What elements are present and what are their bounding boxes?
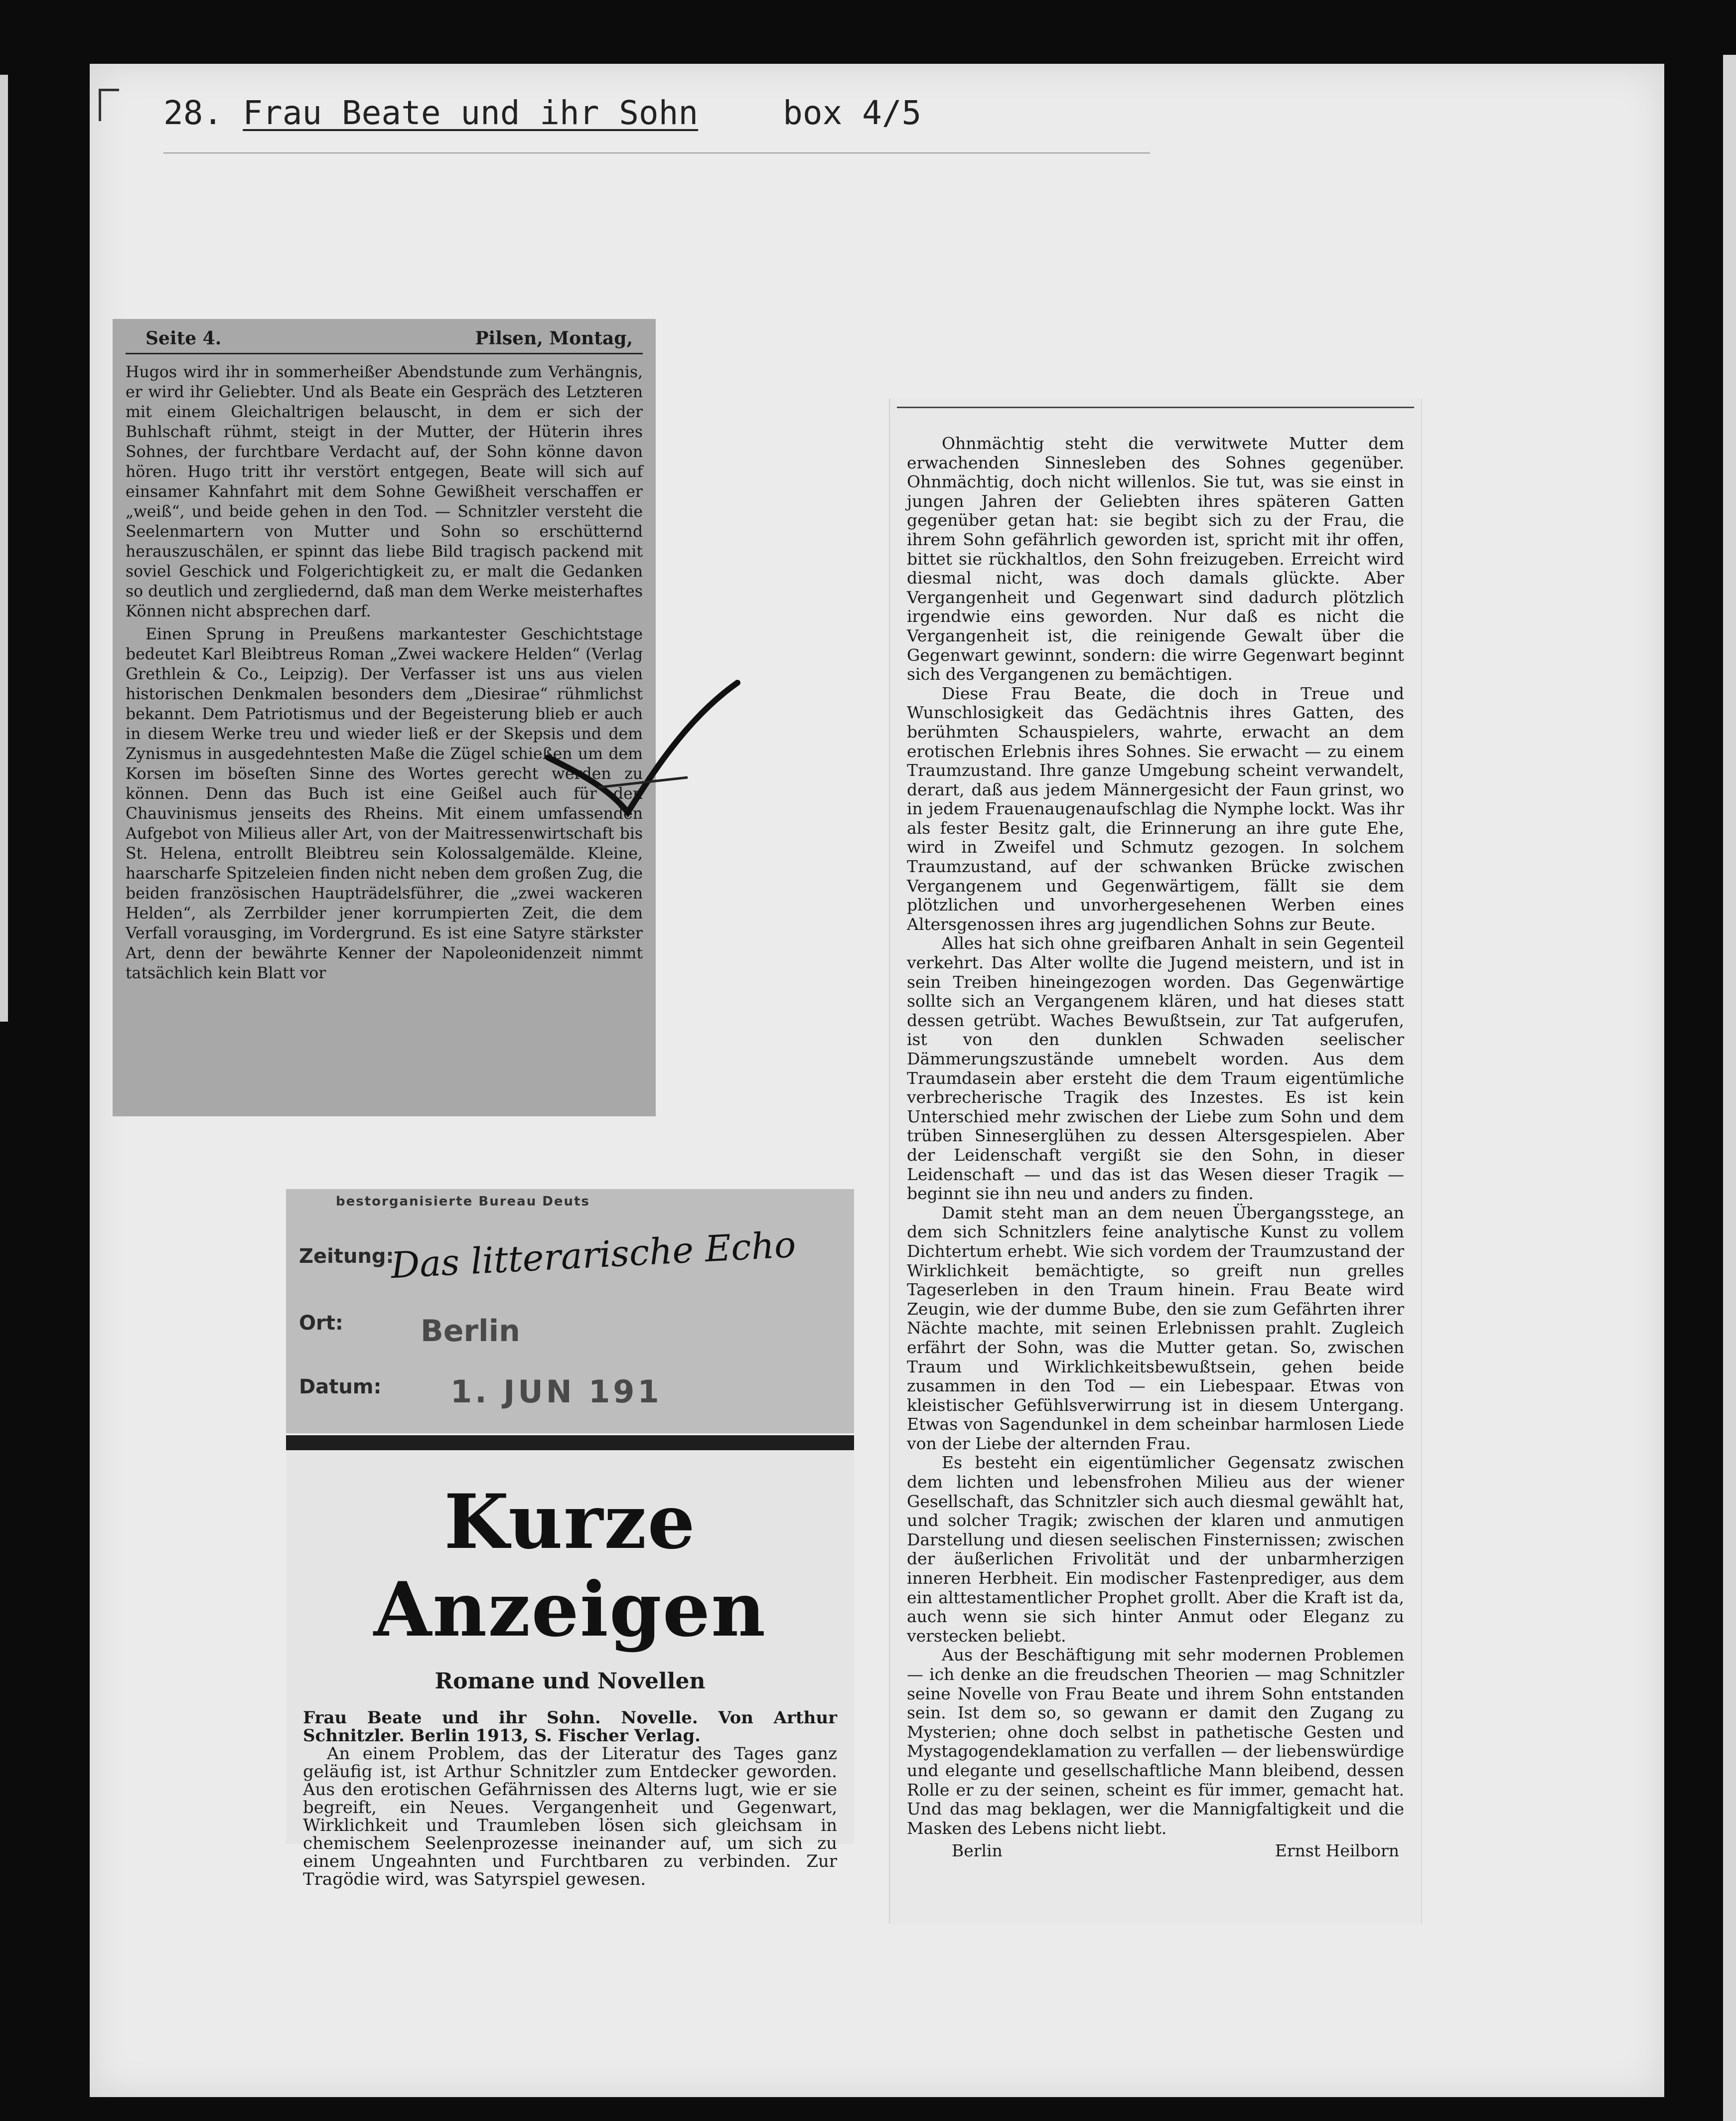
page-right-edge	[1723, 55, 1736, 2121]
paragraph: Diese Frau Beate, die doch in Treue und Wunschlosigkeit das Gedächtnis ihres Gatten, des berühmten Schauspielers, wahrte, erwacht an dem erotischen Erlebnis ihres Sohnes. Sie erwacht — zu einem Traumzustand. Ihre ganze Umgebung scheint verwandelt, derart, daß aus jedem Männergesicht der Faun grinst, wo in jedem Frauenaugenaufschlag die Nymphe lockt. Was ihr als fester Besitz galt, die Erinnerung an ihre gute Ehe, wird in Zweifel und Schmutz gezogen. In solchem Traumzustand, auf der schwanken Brücke zwischen Vergangenem und Gegenwärtigem, fällt sie dem plötzlichen und unvorhergesehenen Werben eines Altersgenossen ihres arg jugendlichen Sohns zur Beute.	[907, 683, 1404, 934]
review-text	[303, 1709, 837, 1888]
review-body	[907, 434, 1404, 1838]
paragraph: Einen Sprung in Preußens markantester Geschichtstage bedeutet Karl Bleibtreus Roman „Zwei wackere Helden“ (Verlag Grethlein & Co., Leipzig). Der Verfasser ist uns aus vielen historischen Denkmalen besonders dem „Diesirae“ rühmlichst bekannt. Dem Patriotismus und der Begeisterung blieb er auch in diesem Werke treu und wieder ließ er der Skepsis und dem Zynismus in ausgedehntesten Maße die Zügel schießen um dem Korsen im böseſten Sinne des Wortes gerecht werden zu können. Denn das Buch ist eine Geißel auch für den Chauvinismus jenseits des Rheins. Mit einem umfassenden Aufgebot von Milieus aller Art, von der Maitressenwirtschaft bis St. Helena, entrollt Bleibtreu sein Kolossalgemälde. Kleine, haarscharfe Spitzeleien finden nicht neben dem großen Zug, die beiden französischen Haupträdelsführer, die „zwei wackeren Helden“, als Zerrbilder jener korrumpierten Zeit, die dem Verfall vorausging, im Vordergrund. Es ist eine Satyre stärkster Art, denn der bewährte Kenner der Napoleonidenzeit nimmt tatsächlich kein Blatt vor	[126, 625, 643, 982]
paragraph: An einem Problem, das der Literatur des Tages ganz geläufig ist, ist Arthur Schnitzler zum Entdecker geworden. Aus den erotischen Gefährnissen des Alterns lugt, wie er sie begreift, ein Neues. Vergangenheit und Gegenwart, Wirklichkeit und Traumleben lösen sich gleichsam in chemischem Seelenprozesse ineinander auf, um sich zu einem Ungeahnten und Furchtbaren zu verbinden. Zur Tragödie wird, was Satyrspiel gewesen.	[303, 1744, 837, 1889]
top-rule	[897, 407, 1414, 408]
folder-title: Frau Beate und ihr Sohn	[243, 94, 699, 132]
paragraph: Hugos wird ihr in sommerheißer Abendstunde zum Verhängnis, er wird ihr Geliebter. Und als Beate ein Gespräch des Letzteren mit einem Gleichaltrigen belauscht, in dem er sich der Buhlschaft rühmt, steigt in der Mutter, der Hüterin ihres Sohnes, der furchtbare Verdacht auf, der Sohn könne davon hören. Hugo tritt ihr verstört entgegen, Beate will sich auf einsamer Kahnfahrt mit dem Sohne Gewißheit verschaffen er „weiß“, und beide gehen in den Tod. — Schnitzler versteht die Seelenmartern von Mutter und Sohn so erschütternd herauszuschälen, er spinnt das liebe Bild tragisch packend mit soviel Geschick und Folgerichtigkeit zu, er malt die Gedanken so deutlich und zergliedernd, daß man dem Werke meisterhaftes Können nicht absprechen darf.	[126, 363, 643, 620]
header-rule	[163, 152, 1150, 153]
paragraph: Es besteht ein eigentümlicher Gegensatz zwischen dem lichten und lebensfrohen Milieu aus der wiener Gesellschaft, das Schnitzler sich auch diesmal gewählt hat, und solcher Tragik; zwischen der klaren und anmutigen Darstellung und diesen seelischen Finsternissen; zwischen der äußerlichen Frivolität und der unbarmherzigen inneren Herbheit. Ein modischer Fastenprediger, aus dem ein alttestamentlicher Prophet grollt. Aber die Kraft ist da, auch wenn sie sich hinter Anmut oder Eleganz zu verstecken beliebt.	[907, 1453, 1404, 1646]
paragraph: Alles hat sich ohne greifbaren Anhalt in sein Gegenteil verkehrt. Das Alter wollte die Jugend meistern, und ist in sein Treiben hineingezogen worden. Das Gegenwärtige sollte sich an Vergangenem klären, und hat dieses statt dessen getrübt. Waches Bewußtsein, zur Tat aufgerufen, ist von den dunklen Schwaden seelischer Dämmerungszustände umnebelt worden. Aus dem Traumdasein aber ersteht die dem Traum eigentümliche verbrecherische Tragik des Inzestes. Es ist kein Unterschied mehr zwischen der Liebe zum Sohn und dem trüben Sinneserglühen zu dessen Altersgespielen. Aber der Leidenschaft vergißt sie den Sohn, in dieser Leidenschaft — und das ist das Wesen dieser Tragik — beginnt sie ihn neu und anders zu finden.	[907, 933, 1404, 1204]
signature-place: Berlin	[952, 1841, 1003, 1861]
top-rule	[286, 1435, 854, 1450]
stamped-date: 1. JUN 191	[450, 1373, 662, 1410]
paragraph: Ohnmächtig steht die verwitwete Mutter dem erwachenden Sinnesleben des Sohnes gegenüber. Ohnmächtig, doch nicht willenlos. Sie tut, was sie einst in jungen Jahren der Geliebten ihres späteren Gatten gegenüber getan hat: sie begibt sich zu der Frau, die ihrem Sohn gefährlich geworden ist, spricht mit ihr offen, bittet sie rückhaltlos, den Sohn freizugeben. Erreicht wird diesmal nicht, was doch damals glückte. Aber Vergangenheit und Gegenwart sind dadurch plötzlich irgendwie eins geworden. Nur daß es nicht die Vergangenheit ist, die reinigende Gewalt über die Gegenwart gewinnt, sondern: die wirre Gegenwart beginnt sich des Vergangenen zu bemächtigen.	[907, 434, 1404, 684]
corner-bracket	[99, 89, 119, 121]
kurze-anzeigen-clipping	[286, 1435, 854, 1889]
press-bureau-stamp-clipping	[286, 1189, 854, 1433]
paragraph: Aus der Beschäftigung mit sehr modernen Problemen — ich denke an die freudschen Theorien — mag Schnitzler seine Novelle von Frau Beate und ihrem Sohn entstanden sein. Ist dem so, so gewann er damit den Zugang zu Mysterien; ohne doch selbst in pathetische Gesten und Mystagogendeklamation zu verfallen — der liebenswürdige und elegante und gesellschaftliche Mann bleibend, dessen Rolle er zu der seinen, scheint es für immer, gemacht hat. Und das mag beklagen, wer die Mannigfaltigkeit und die Masken des Lebens nicht liebt.	[907, 1645, 1404, 1838]
stamped-place: Berlin	[421, 1314, 520, 1349]
label-datum: Datum:	[299, 1375, 382, 1398]
paragraph: Damit steht man an dem neuen Übergangsstege, an dem sich Schnitzlers feine analytische Kunst zu vollem Dichtertum erhebt. Wie sich vordem der Traumzustand der Wirklichkeit bemächtigte, so greift nun grelles Tageserleben in den Traum hinein. Frau Beate wird Zeugin, wie der dumme Bube, den sie zum Gefährten ihrer Nächte machte, mit seinen Erlebnissen prahlt. Zugleich erfährt der Sohn, was die Mutter getan. So, zwischen Traum und Wirklichkeitsbewußtsein, gehen beide zusammen in den Tod — ein Liebespaar. Etwas von kleistischer Gefühlsverwirrung ist in diesem Untergang. Etwas von Sagendunkel in dem scheinbar harmlosen Liede von der Liebe der alternden Frau.	[907, 1203, 1404, 1453]
handwritten-newspaper-name: Das litterarische Echo	[390, 1223, 797, 1287]
book-citation: Frau Beate und ihr Sohn. Novelle. Von Arthur Schnitzler. Berlin 1913, S. Fischer Verlag.	[303, 1708, 837, 1746]
label-zeitung: Zeitung:	[299, 1245, 394, 1268]
section-heading: Kurze Anzeigen	[373, 1478, 767, 1654]
stamp-header: bestorganisierte Bureau Deuts	[336, 1194, 590, 1209]
page-label: Seite 4.	[145, 328, 222, 349]
box-label: box 4/5	[783, 94, 922, 132]
label-ort: Ort:	[299, 1312, 343, 1335]
section-subheading: Romane und Novellen	[434, 1668, 706, 1694]
review-column-clipping	[889, 399, 1422, 1924]
adjacent-page-edge	[0, 75, 8, 1022]
folder-label	[163, 94, 921, 132]
folder-number: 28.	[163, 94, 223, 132]
handwritten-check-icon	[538, 608, 747, 827]
signature-author: Ernst Heilborn	[1275, 1841, 1399, 1861]
place-date: Pilsen, Montag,	[475, 328, 633, 349]
signature-line	[907, 1838, 1404, 1860]
clipping-header	[126, 326, 643, 354]
